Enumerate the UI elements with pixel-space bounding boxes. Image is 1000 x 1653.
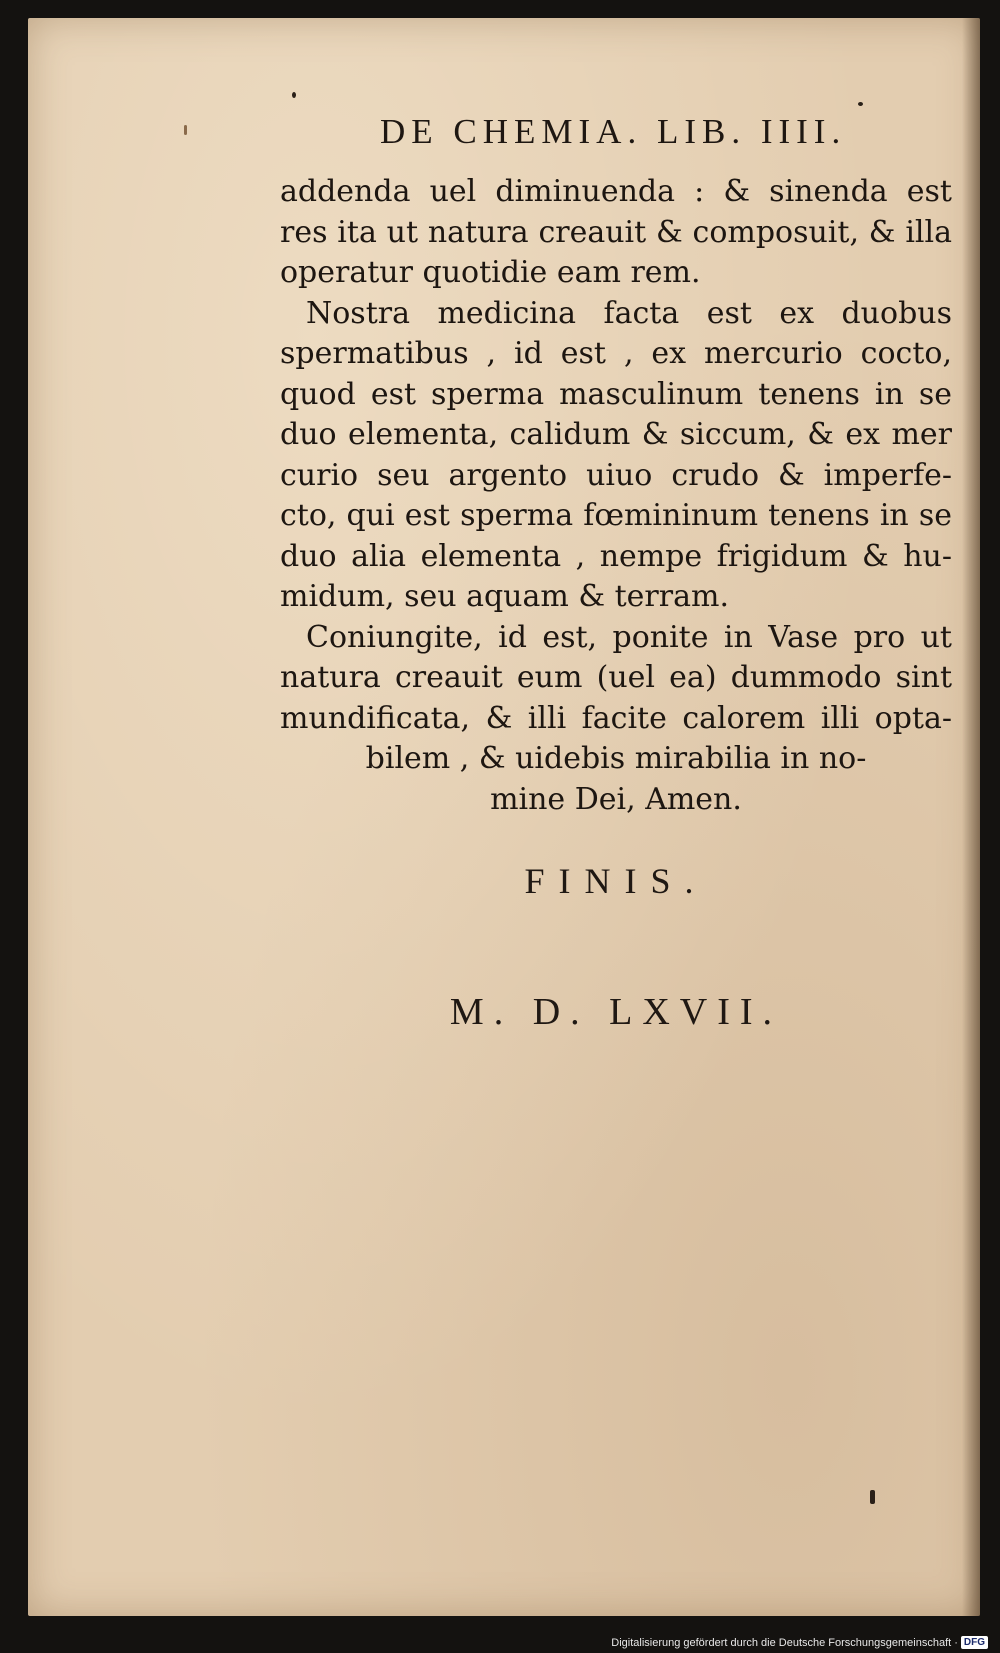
finis-heading: FINIS. — [524, 861, 708, 901]
body-text — [280, 172, 952, 820]
text-line: quod est sperma masculinum tenens in se — [280, 376, 952, 412]
dfg-logo: DFG — [961, 1636, 988, 1649]
text-line: mundificata, & illi facite calorem illi opta- — [280, 700, 952, 736]
text-line: natura creauit eum (uel ea) dummodo sint — [280, 660, 952, 695]
text-line: res ita ut natura creauit & composuit, & illa — [280, 214, 952, 250]
paper-mark — [184, 125, 187, 135]
text-line: curio seu argento uiuo crudo & imperfe- — [280, 457, 952, 493]
page-edge-shadow — [962, 18, 980, 1616]
credit-separator: · — [954, 1636, 958, 1649]
ink-speck — [858, 102, 863, 106]
digitization-credit — [611, 1636, 988, 1649]
text-line: operatur quotidie eam rem. — [280, 255, 701, 290]
ink-speck — [870, 1490, 875, 1504]
text-line: cto, qui est sperma fœmininum tenens in se — [280, 498, 952, 533]
text-line: spermatibus , id est , ex mercurio cocto, — [280, 336, 952, 371]
text-line: mine Dei, Amen. — [490, 781, 742, 817]
text-line: bilem , & uidebis mirabilia in no- — [365, 741, 867, 776]
text-line: duo alia elementa , nempe frigidum & hu- — [280, 538, 952, 574]
ink-speck — [292, 92, 296, 98]
running-head: DE CHEMIA. LIB. IIII. — [380, 112, 847, 151]
text-line: midum, seu aquam & terram. — [280, 579, 729, 614]
text-line: addenda uel diminuenda : & sinenda est — [280, 174, 952, 209]
text-line: duo elementa, calidum & siccum, & ex mer — [280, 417, 952, 452]
text-line: Coniungite, id est, ponite in Vase pro ut — [306, 619, 952, 655]
text-line: Nostra medicina facta est ex duobus — [306, 295, 952, 331]
credit-text: Digitalisierung gefördert durch die Deutsche Forschungsgemeinschaft — [611, 1636, 952, 1649]
imprint-date: M. D. LXVII. — [449, 991, 783, 1033]
